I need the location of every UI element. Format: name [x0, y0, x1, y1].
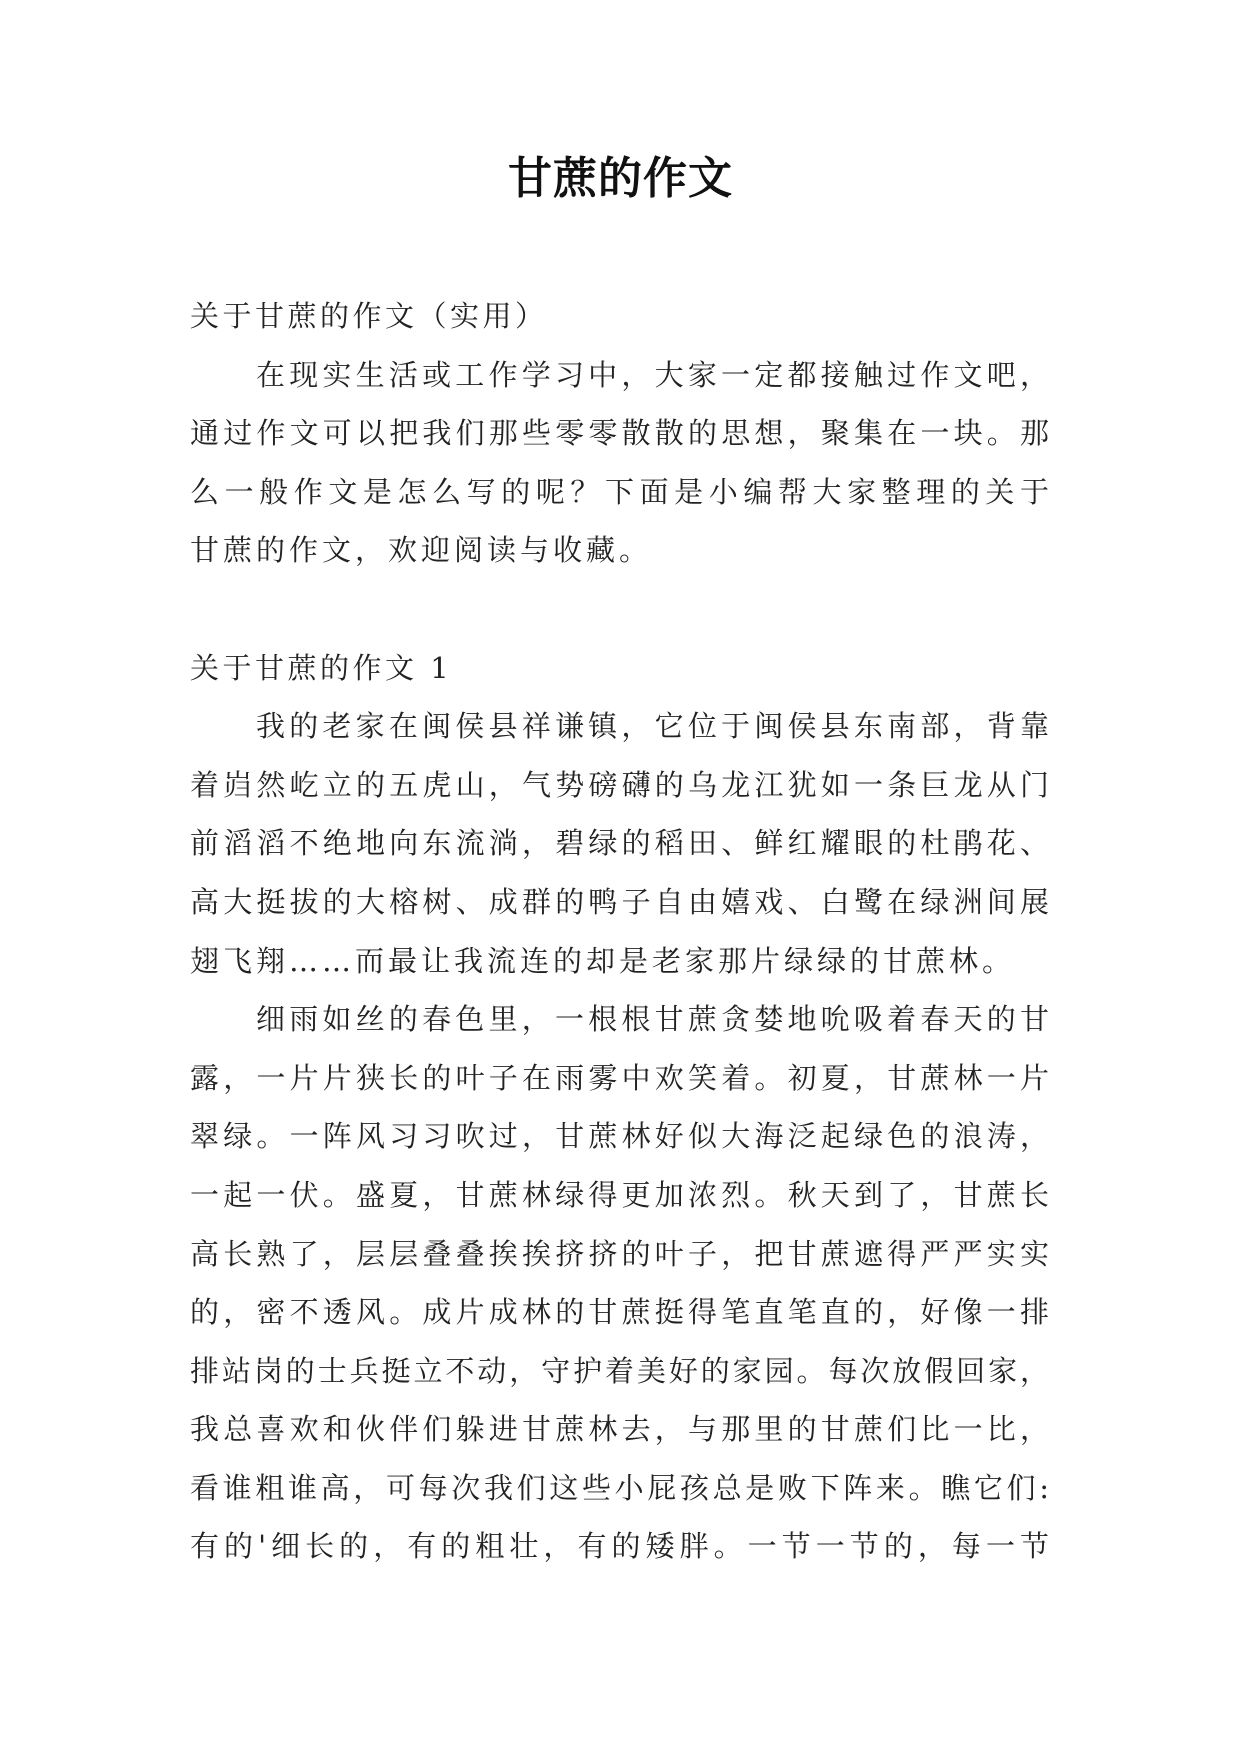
paragraph-line: 高大挺拔的大榕树、成群的鸭子自由嬉戏、白鹭在绿洲间展	[190, 884, 1050, 919]
paragraph-line: 前滔滔不绝地向东流淌，碧绿的稻田、鲜红耀眼的杜鹃花、	[190, 826, 1050, 861]
section-heading: 关于甘蔗的作文 1	[190, 650, 453, 685]
paragraph-line: 的，密不透风。成片成林的甘蔗挺得笔直笔直的，好像一排	[190, 1295, 1050, 1330]
paragraph-line: 翠绿。一阵风习习吹过，甘蔗林好似大海泛起绿色的浪涛，	[190, 1119, 1050, 1154]
paragraph-line: 排站岗的士兵挺立不动，守护着美好的家园。每次放假回家，	[190, 1353, 1050, 1388]
paragraph-line: 高长熟了，层层叠叠挨挨挤挤的叶子，把甘蔗遮得严严实实	[190, 1236, 1050, 1271]
paragraph-line: 一起一伏。盛夏，甘蔗林绿得更加浓烈。秋天到了，甘蔗长	[190, 1177, 1050, 1212]
paragraph-line: 有的'细长的，有的粗壮，有的矮胖。一节一节的，每一节	[190, 1529, 1050, 1564]
paragraph-line: 么一般作文是怎么写的呢？下面是小编帮大家整理的关于	[190, 474, 1050, 509]
document-title: 甘蔗的作文	[508, 153, 733, 204]
document-body	[190, 287, 1050, 1576]
paragraph-line: 看谁粗谁高，可每次我们这些小屁孩总是败下阵来。瞧它们:	[190, 1470, 1050, 1505]
paragraph-line: 着岿然屹立的五虎山，气势磅礴的乌龙江犹如一条巨龙从门	[190, 767, 1050, 802]
paragraph-line: 细雨如丝的春色里，一根根甘蔗贪婪地吮吸着春天的甘	[256, 1002, 1050, 1037]
paragraph-line: 我总喜欢和伙伴们躲进甘蔗林去，与那里的甘蔗们比一比，	[190, 1412, 1050, 1447]
paragraph-line: 甘蔗的作文，欢迎阅读与收藏。	[190, 533, 653, 568]
section-heading: 关于甘蔗的作文（实用）	[190, 299, 548, 333]
paragraph-line: 通过作文可以把我们那些零零散散的思想，聚集在一块。那	[190, 416, 1050, 451]
paragraph-line: 在现实生活或工作学习中，大家一定都接触过作文吧，	[256, 357, 1050, 392]
paragraph-line: 我的老家在闽侯县祥谦镇，它位于闽侯县东南部，背靠	[256, 709, 1050, 744]
paragraph-line: 翅飞翔……而最让我流连的却是老家那片绿绿的甘蔗林。	[190, 943, 1016, 978]
paragraph-line: 露，一片片狭长的叶子在雨雾中欢笑着。初夏，甘蔗林一片	[190, 1060, 1050, 1095]
